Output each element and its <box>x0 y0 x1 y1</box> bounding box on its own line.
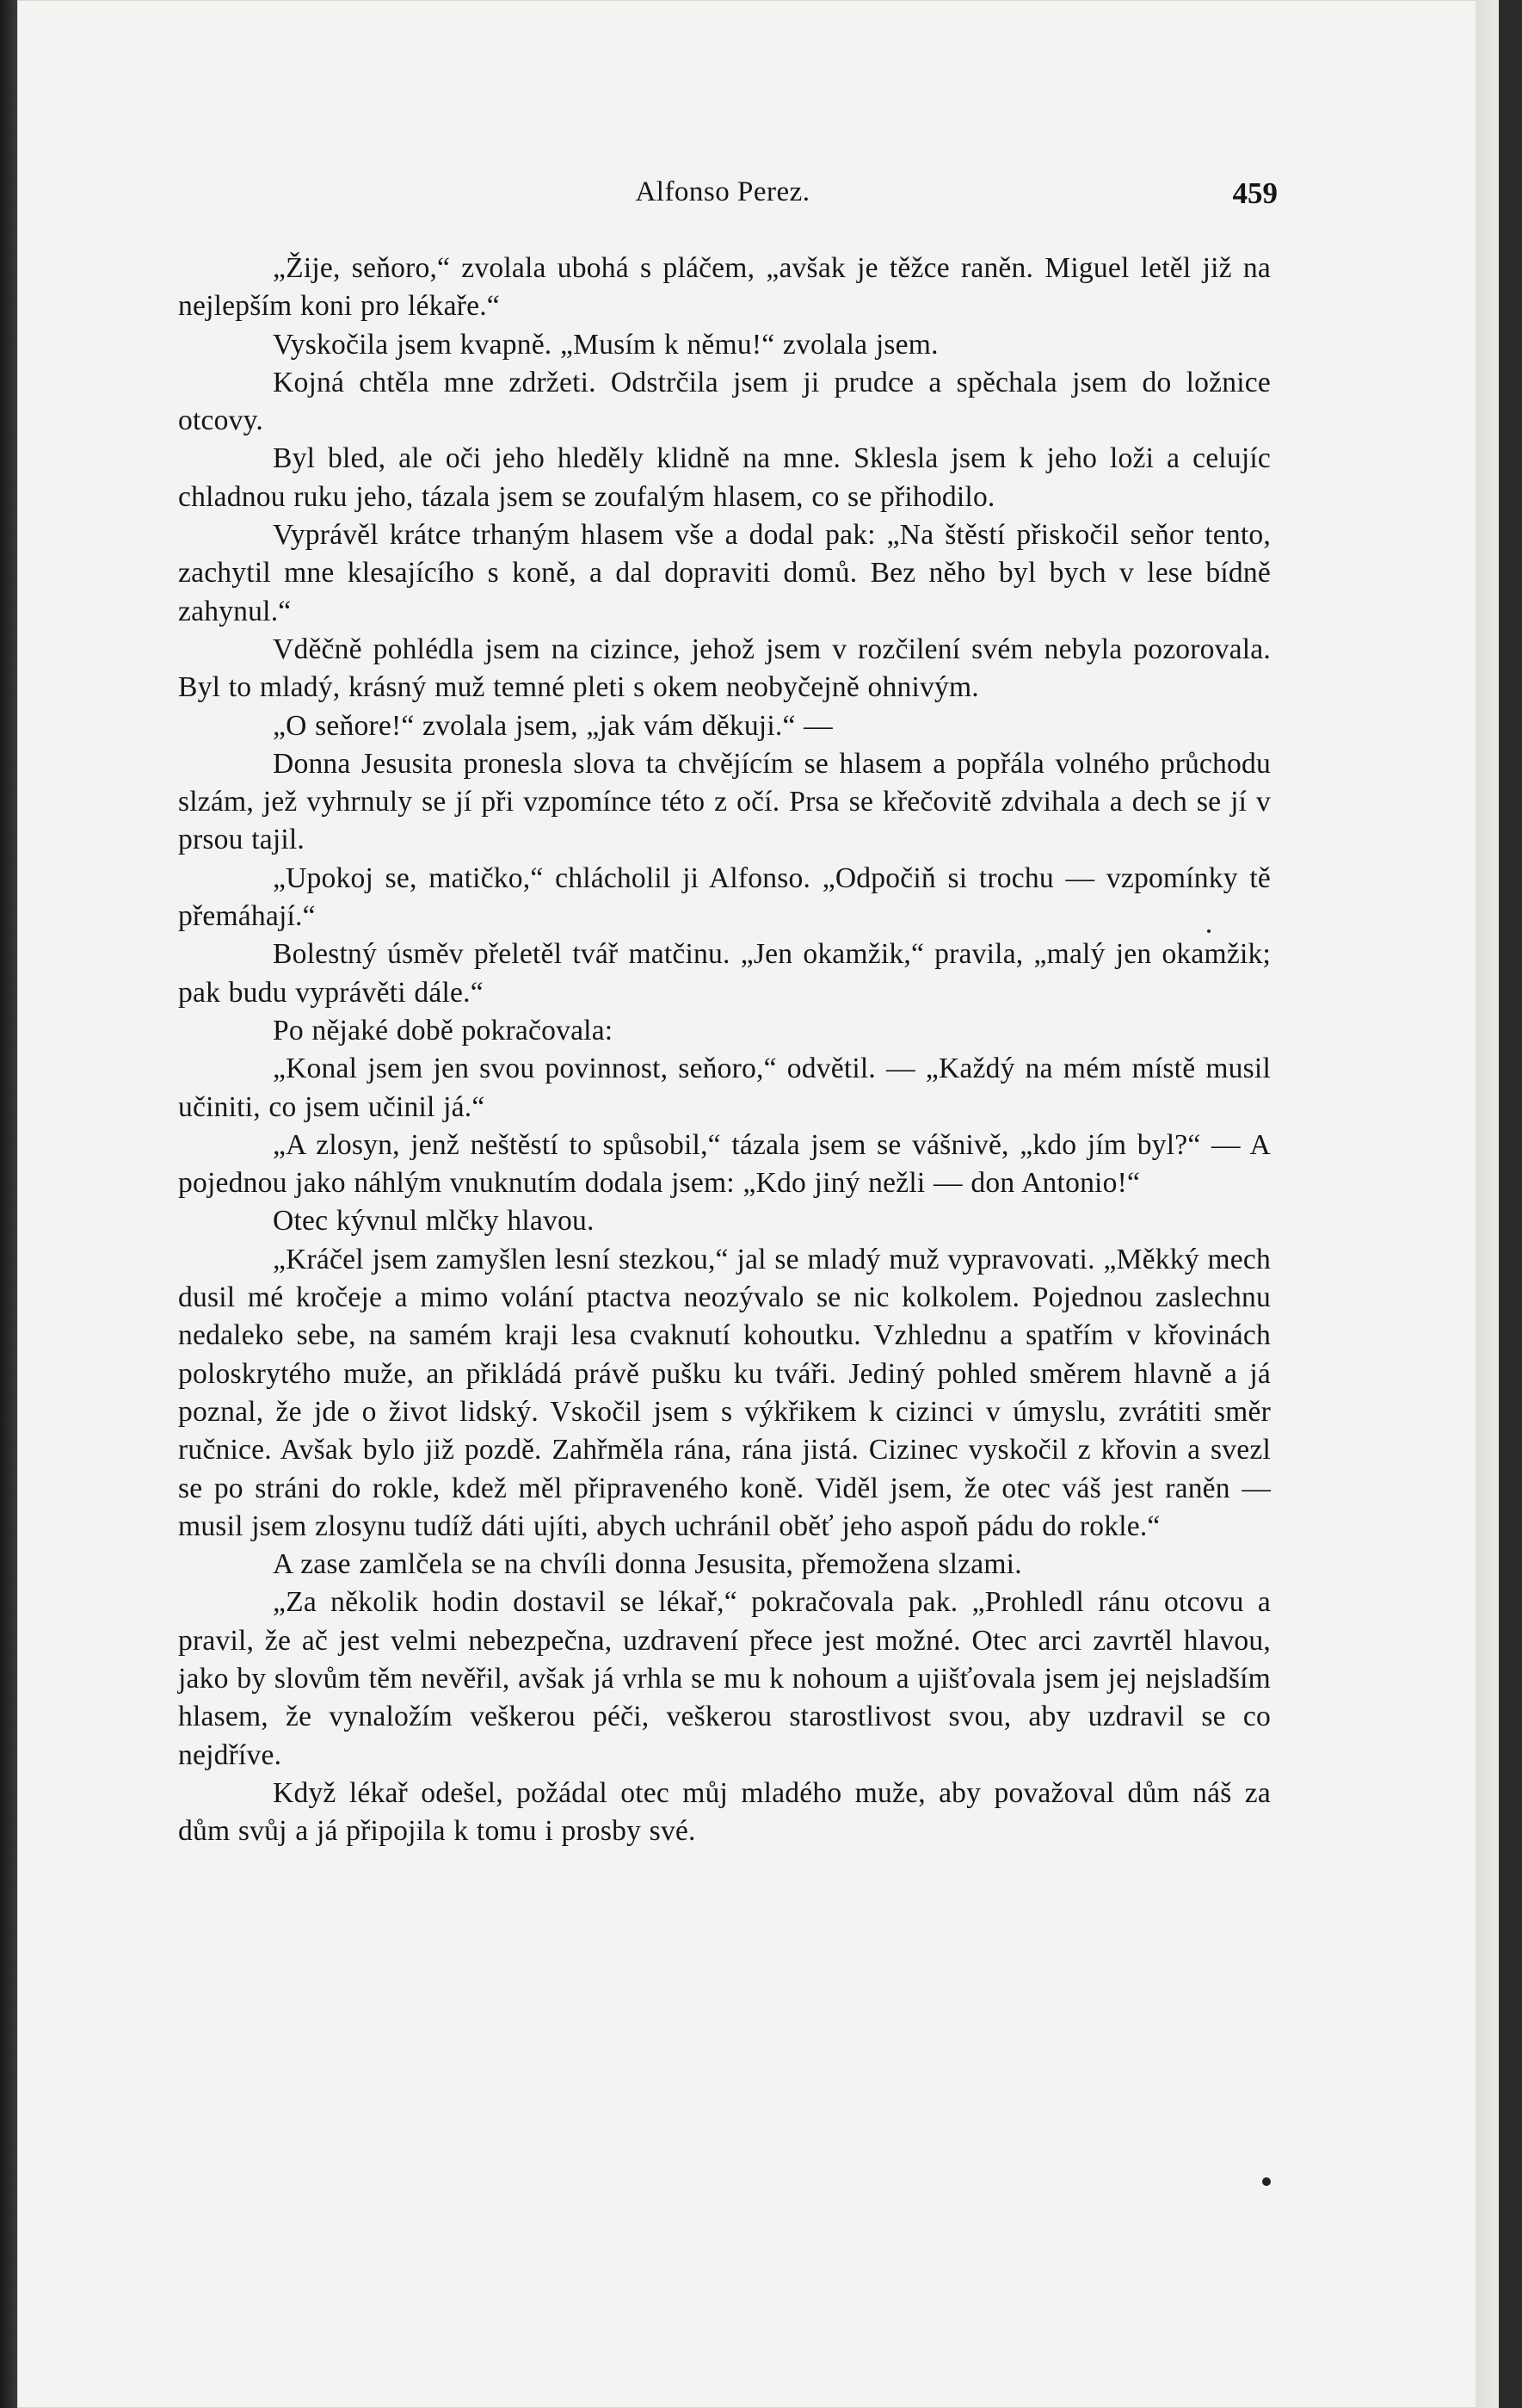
scan-left-edge <box>0 0 17 2408</box>
paragraph: Vděčně pohlédla jsem na cizince, jehož jsem v rozčilení svém nebyla pozorovala. Byl to mladý, krásný muž temné pleti s okem neobyčejně ohnivým. <box>178 633 1271 704</box>
scan-speck <box>1207 929 1211 933</box>
paragraph: „Žije, seňoro,“ zvolala ubohá s pláčem, „avšak je těžce raněn. Miguel letěl již na nejlepším koni pro lékaře.“ <box>178 252 1271 323</box>
book-page <box>17 0 1499 2408</box>
paragraph: A zase zamlčela se na chvíli donna Jesusita, přemožena slzami. <box>273 1548 1022 1581</box>
paragraph: Bolestný úsměv přeletěl tvář matčinu. „Jen okamžik,“ pravila, „malý jen okamžik; pak budu vyprávěti dále.“ <box>178 938 1271 1009</box>
running-head: Alfonso Perez. <box>635 176 810 207</box>
paragraph: Po nějaké době pokračovala: <box>273 1014 613 1047</box>
page-number: 459 <box>1232 176 1278 210</box>
paragraph: Donna Jesusita pronesla slova ta chvějícím se hlasem a popřála volného průchodu slzám, jež vyhrnuly se jí při vzpomínce této z očí. Prsa se křečovitě zdvihala a dech se jí v prsou tajil. <box>178 747 1271 856</box>
page-header <box>168 176 1278 218</box>
paragraph: Otec kývnul mlčky hlavou. <box>273 1205 595 1238</box>
scan-speck <box>1262 2177 1271 2186</box>
scan-right-edge <box>1476 0 1499 2408</box>
paragraph: „Kráčel jsem zamyšlen lesní stezkou,“ jal se mladý muž vypravovati. „Měkký mech dusil mé kročeje a mimo volání ptactva neozývalo se nic kolkolem. Pojednou zaslechnu nedaleko sebe, na samém kraji lesa cvaknutí kohoutku. Vzhlednu a spatřím v křovinách poloskrytého muže, an přikládá právě pušku ku tváři. Jediný pohled směrem hlavně a já poznal, že jde o život lidský. Vskočil jsem s výkřikem k cizinci v úmyslu, zvrátiti směr ručnice. Avšak bylo již pozdě. Zahřměla rána, rána jistá. Cizinec vyskočil z křovin a svezl se po stráni do rokle, kdež měl připraveného koně. Viděl jsem, že otec váš jest raněn — musil jsem zlosynu tudíž dáti ujíti, abych uchránil oběť jeho aspoň pádu do rokle.“ <box>178 1243 1271 1542</box>
paragraph: Vyprávěl krátce trhaným hlasem vše a dodal pak: „Na štěstí přiskočil seňor tento, zachytil mne klesajícího s koně, a dal dopraviti domů. Bez něho byl bych v lese bídně zahynul.“ <box>178 519 1271 627</box>
paragraph: „Za několik hodin dostavil se lékař,“ pokračovala pak. „Prohledl ránu otcovu a pravil, že ač jest velmi nebezpečna, uzdravení přece jest možné. Otec arci zavrtěl hlavou, jako by slovům těm nevěřil, avšak já vrhla se mu k nohoum a ujišťovala jsem jej nejsladším hlasem, že vynaložím veškerou péči, veškerou starostlivost svou, aby uzdravil se co nejdříve. <box>178 1586 1271 1771</box>
paragraph: „A zlosyn, jenž neštěstí to spůsobil,“ tázala jsem se vášnivě, „kdo jím byl?“ — A pojednou jako náhlým vnuknutím dodala jsem: „Kdo jiný nežli — don Antonio!“ <box>178 1128 1271 1200</box>
paragraph: Když lékař odešel, požádal otec můj mladého muže, aby považoval dům náš za dům svůj a já připojila k tomu i prosby své. <box>178 1776 1271 1848</box>
paragraph: Kojná chtěla mne zdržeti. Odstrčila jsem ji prudce a spěchala jsem do ložnice otcovy. <box>178 366 1271 437</box>
paragraph: Byl bled, ale oči jeho hleděly klidně na mne. Sklesla jsem k jeho loži a celujíc chladnou ruku jeho, tázala jsem se zoufalým hlasem, co se přihodilo. <box>178 442 1271 513</box>
paragraph: Vyskočila jsem kvapně. „Musím k němu!“ zvolala jsem. <box>273 328 939 361</box>
body-text <box>178 250 1271 1850</box>
paragraph: „O seňore!“ zvolala jsem, „jak vám děkuji.“ — <box>273 709 833 742</box>
paragraph: „Upokoj se, matičko,“ chlácholil ji Alfonso. „Odpočiň si trochu — vzpomínky tě přemáhají.“ <box>178 861 1271 933</box>
paragraph: „Konal jsem jen svou povinnost, seňoro,“ odvětil. — „Každý na mém místě musil učiniti, co jsem učinil já.“ <box>178 1053 1271 1123</box>
